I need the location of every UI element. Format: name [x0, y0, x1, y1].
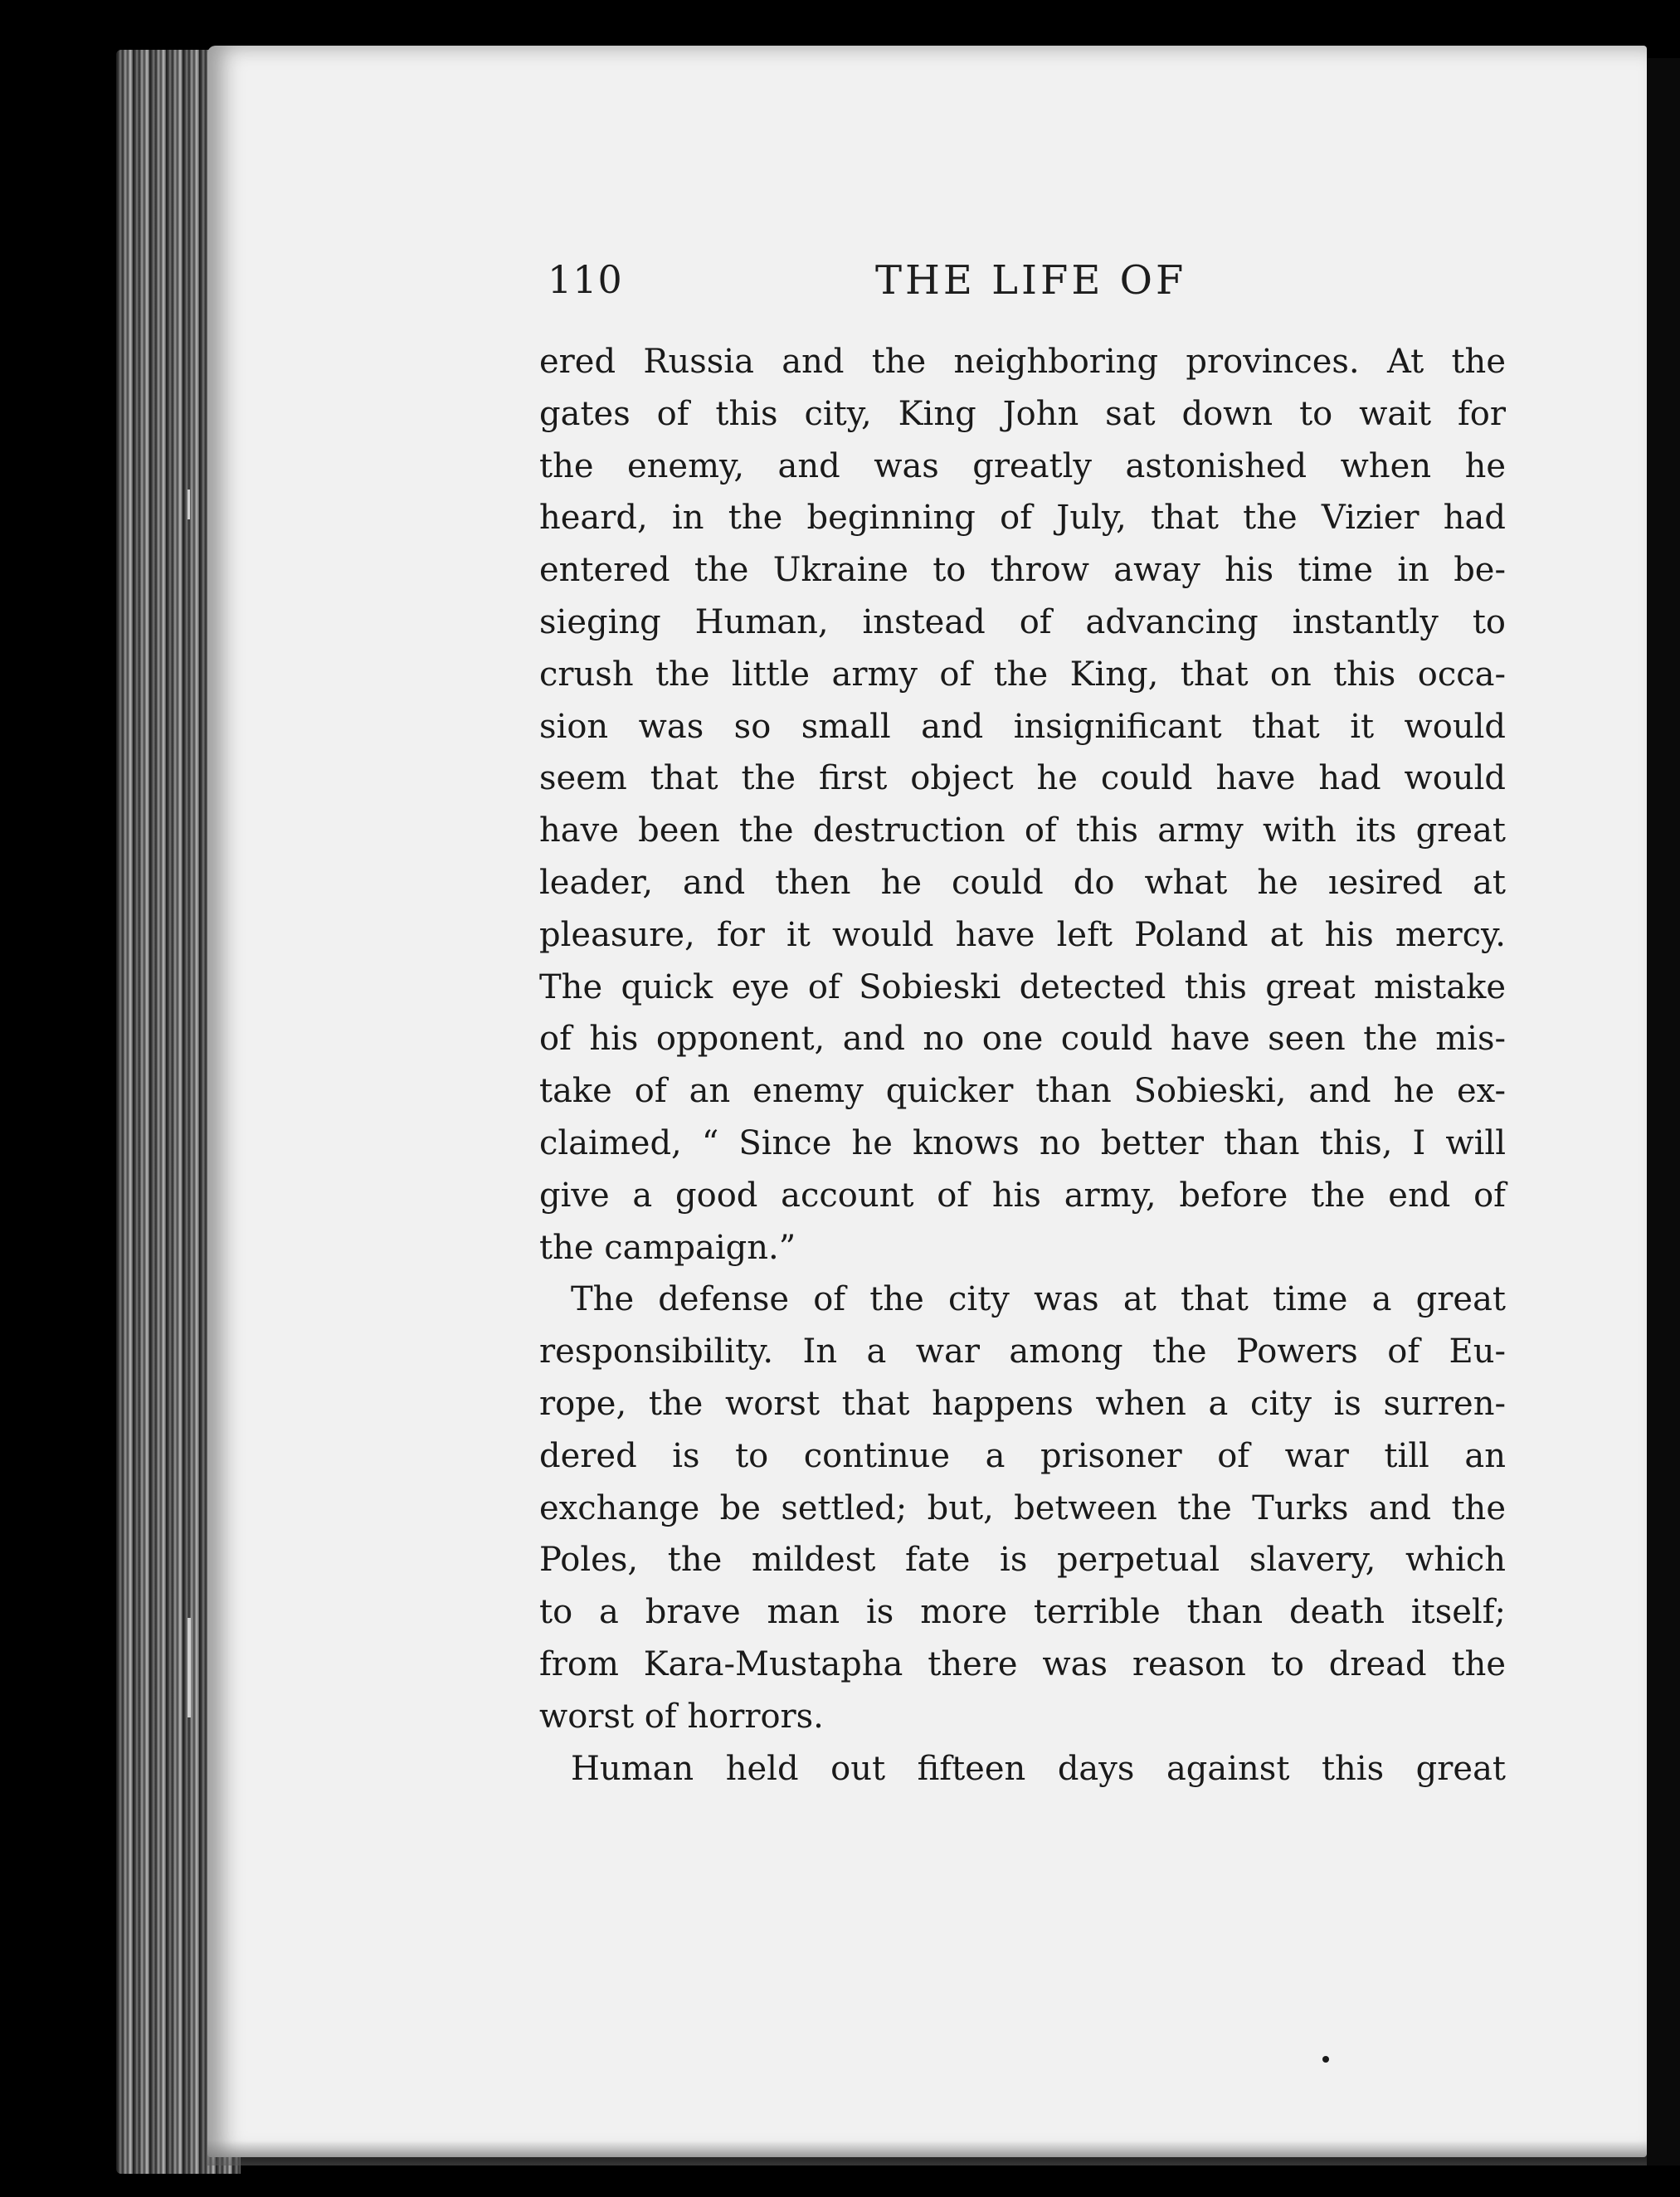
right-margin-shadow — [1647, 58, 1680, 2165]
margin-mark — [187, 1618, 191, 1717]
body-text — [539, 336, 1506, 1795]
text-line: to a brave man is more terrible than death itself; — [539, 1593, 1506, 1632]
text-line: Poles, the mildest fate is perpetual slavery, which — [539, 1541, 1506, 1580]
text-line: entered the Ukraine to throw away his time in be- — [539, 551, 1506, 590]
paragraph-end-line: worst of horrors. — [539, 1697, 824, 1736]
ink-speck — [1322, 2056, 1329, 2063]
text-line: sieging Human, instead of advancing instantly to — [539, 602, 1506, 641]
text-line: rope, the worst that happens when a city is surren- — [539, 1384, 1506, 1423]
paragraph-end-line: the campaign.” — [539, 1228, 796, 1267]
text-line: sion was so small and insignificant that it would — [539, 707, 1506, 746]
paragraph-start-line: Human held out fifteen days against this great — [571, 1749, 1506, 1788]
text-line: have been the destruction of this army with its great — [539, 811, 1506, 850]
text-line: pleasure, for it would have left Poland at his mercy. — [539, 915, 1506, 954]
text-line: The quick eye of Sobieski detected this great mistake — [539, 967, 1506, 1006]
running-head — [548, 249, 1518, 324]
text-line: seem that the first object he could have had would — [539, 759, 1506, 798]
text-line: heard, in the beginning of July, that the Vizier had — [539, 499, 1506, 538]
text-line: gates of this city, King John sat down to wait for — [539, 394, 1506, 433]
paragraph-start-line: The defense of the city was at that time a great — [571, 1280, 1506, 1319]
margin-mark — [187, 490, 190, 519]
text-line: dered is to continue a prisoner of war till an — [539, 1436, 1506, 1475]
text-line: responsibility. In a war among the Powers of Eu- — [539, 1332, 1506, 1371]
text-line: from Kara-Mustapha there was reason to dread the — [539, 1644, 1506, 1683]
text-line: leader, and then he could do what he ıesired at — [539, 863, 1506, 902]
text-line: ered Russia and the neighboring provinces. At the — [539, 343, 1506, 381]
text-line: take of an enemy quicker than Sobieski, and he ex- — [539, 1072, 1506, 1111]
text-line: crush the little army of the King, that on this occa- — [539, 655, 1506, 694]
text-line: give a good account of his army, before the end of — [539, 1176, 1506, 1215]
text-line: the enemy, and was greatly astonished when he — [539, 446, 1506, 485]
text-line: exchange be settled; but, between the Turks and the — [539, 1488, 1506, 1527]
running-title: THE LIFE OF — [875, 257, 1187, 304]
text-line: of his opponent, and no one could have seen the mis- — [539, 1020, 1506, 1059]
page-bottom-shadow — [207, 2141, 1647, 2165]
text-line: claimed, “ Since he knows no better than this, I will — [539, 1123, 1506, 1162]
page-number: 110 — [548, 257, 623, 302]
